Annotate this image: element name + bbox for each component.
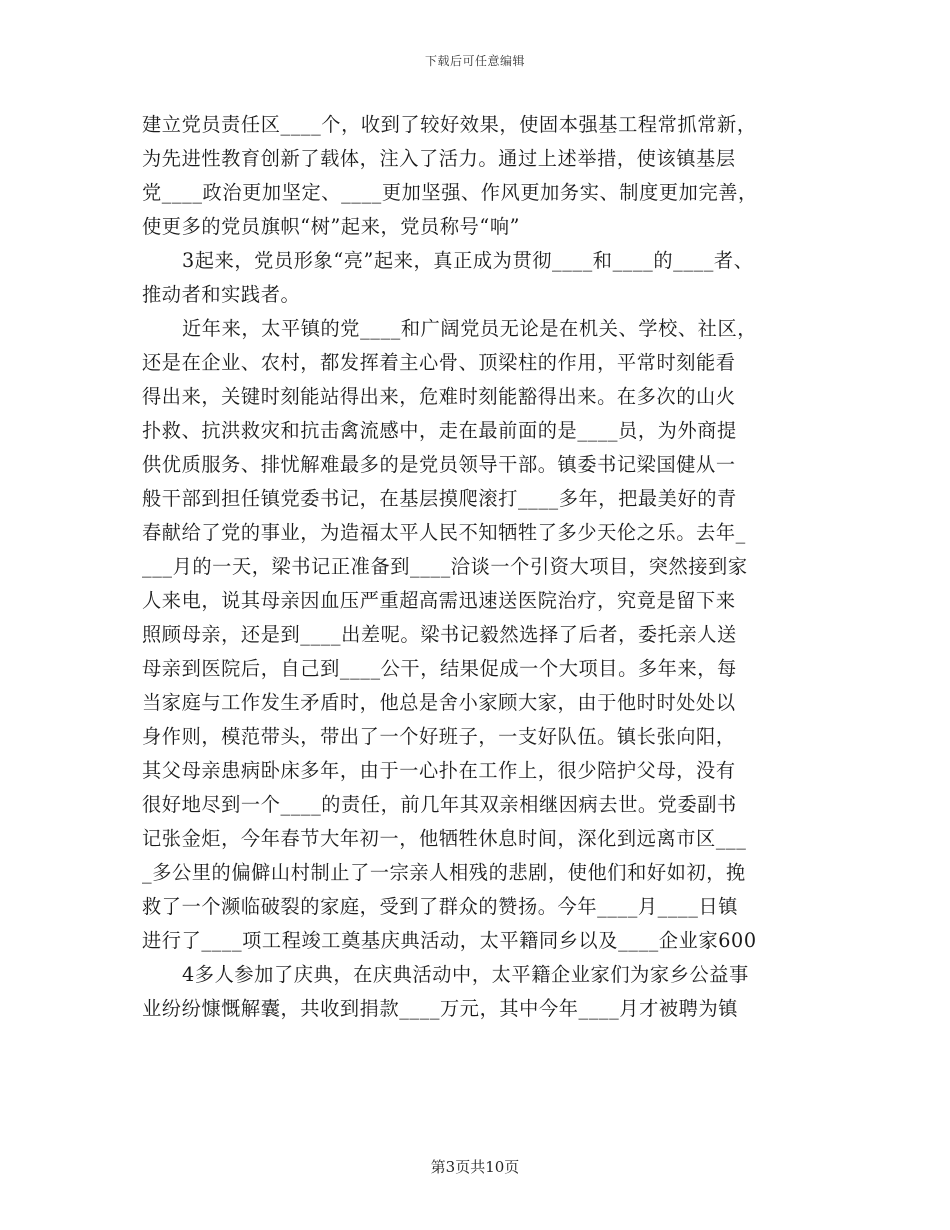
text-line: 供优质服务、排忧解难最多的是党员领导干部。镇委书记梁国健从一 [142,453,736,476]
text-line: 3起来，党员形象“亮”起来，真正成为贯彻____和____的____者、 [182,249,754,272]
text-line: 建立党员责任区____个，收到了较好效果，使固本强基工程常抓常新， [142,113,757,136]
paragraph [142,244,808,312]
page-header: 下载后可任意编辑 [424,54,525,68]
text-line: 4多人参加了庆典，在庆典活动中，太平籍企业家们为家乡公益事 [182,963,749,986]
text-line: 很好地尽到一个____的责任，前几年其双亲相继因病去世。党委副书 [142,793,737,816]
text-line: 使更多的党员旗帜“树”起来，党员称号“响” [142,215,521,238]
text-line: 救了一个濒临破裂的家庭，受到了群众的赞扬。今年____月____日镇 [142,895,739,918]
text-line: 照顾母亲，还是到____出差呢。梁书记毅然选择了后者，委托亲人送 [142,623,737,646]
text-line: 人来电，说其母亲因血压严重超高需迅速送医院治疗，究竟是留下来 [142,589,736,612]
document-body [142,108,808,1026]
paragraph [142,958,808,1026]
text-line: 进行了____项工程竣工奠基庆典活动，太平籍同乡以及____企业家600 [142,929,757,952]
paragraph [142,312,808,958]
text-line: 母亲到医院后，自己到____公干，结果促成一个大项目。多年来，每 [142,657,737,680]
text-line: 身作则，模范带头，带出了一个好班子，一支好队伍。镇长张向阳， [142,725,736,748]
text-line: 记张金炬，今年春节大年初一，他牺牲休息时间，深化到远离市区___ [142,827,747,850]
text-line: 推动者和实践者。 [142,283,301,306]
text-line: 春献给了党的事业，为造福太平人民不知牺牲了多少天伦之乐。去年_ [142,521,746,544]
text-line: 近年来，太平镇的党____和广阔党员无论是在机关、学校、社区， [182,317,758,340]
text-line: 得出来，关键时刻能站得出来，危难时刻能豁得出来。在多次的山火 [142,385,736,408]
text-line: 般干部到担任镇党委书记，在基层摸爬滚打____多年，把最美好的青 [142,487,737,510]
paragraph [142,108,808,244]
text-line: _多公里的偏僻山村制止了一宗亲人相残的悲剧，使他们和好如初，挽 [142,861,746,884]
text-line: 扑救、抗洪救灾和抗击禽流感中，走在最前面的是____员，为外商提 [142,419,737,442]
text-line: 党____政治更加坚定、____更加坚强、作风更加务实、制度更加完善， [142,181,758,204]
text-line: 为先进性教育创新了载体，注入了活力。通过上述举措，使该镇基层 [142,147,736,170]
text-line: 还是在企业、农村，都发挥着主心骨、顶梁柱的作用，平常时刻能看 [142,351,736,374]
text-line: 业纷纷慷慨解囊，共收到捐款____万元，其中今年____月才被聘为镇 [142,997,739,1020]
text-line: 其父母亲患病卧床多年，由于一心扑在工作上，很少陪护父母，没有 [142,759,736,782]
text-line: ___月的一天，梁书记正准备到____洽谈一个引资大项目，突然接到家 [142,555,748,578]
text-line: 当家庭与工作发生矛盾时，他总是舍小家顾大家，由于他时时处处以 [142,691,736,714]
page-footer: 第3页共10页 [430,1158,520,1176]
